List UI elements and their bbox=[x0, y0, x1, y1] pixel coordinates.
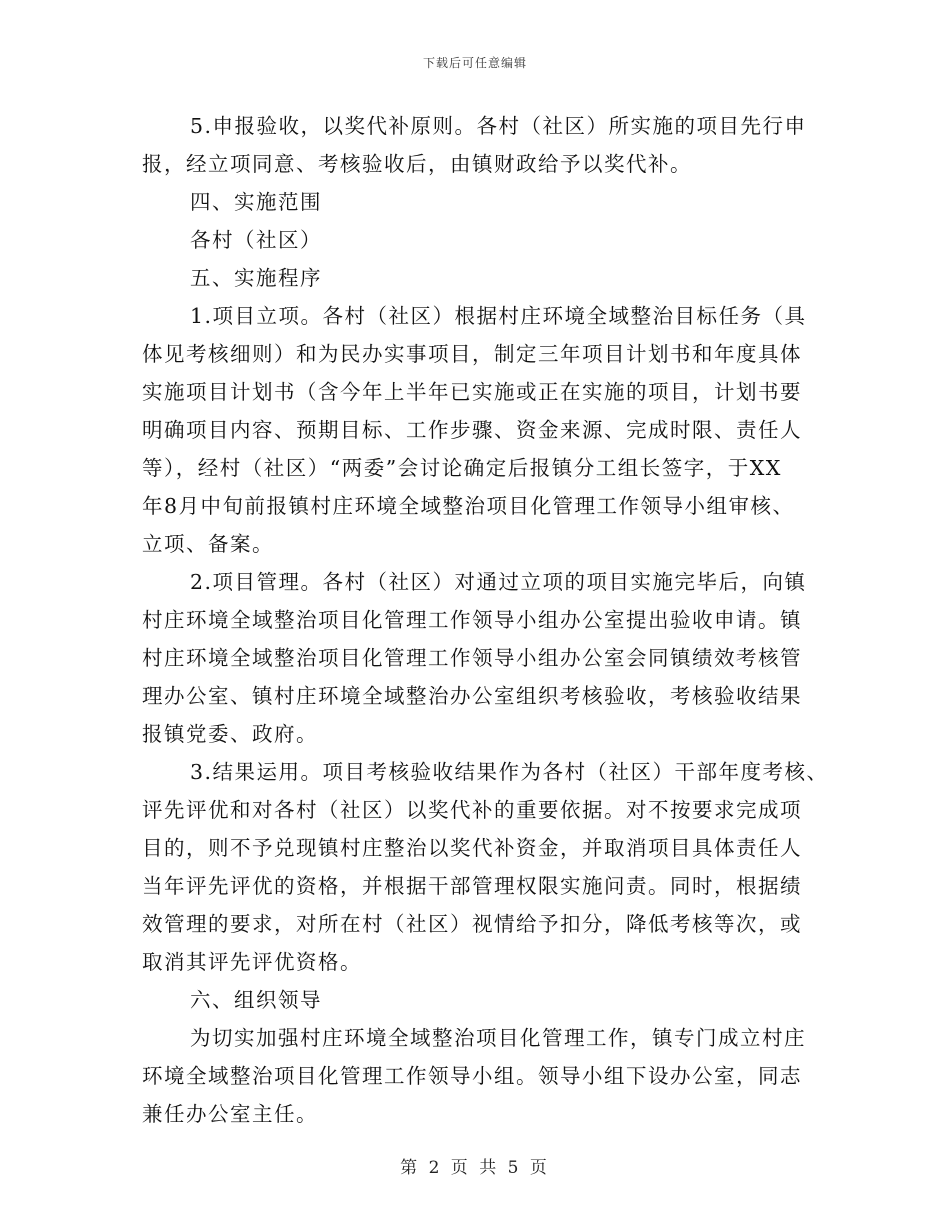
text-line: 2.项目管理。各村（社区）对通过立项的项目实施完毕后，向镇 bbox=[190, 570, 807, 594]
text-line: 村庄环境全域整治项目化管理工作领导小组办公室提出验收申请。镇 bbox=[142, 608, 802, 632]
text-line: 明确项目内容、预期目标、工作步骤、资金来源、完成时限、责任人 bbox=[142, 418, 802, 442]
text-line: 报，经立项同意、考核验收后，由镇财政给予以奖代补。 bbox=[142, 152, 692, 176]
text-line: 目的，则不予兑现镇村庄整治以奖代补资金，并取消项目具体责任人 bbox=[142, 836, 802, 860]
text-line: 各村（社区） bbox=[190, 228, 322, 252]
text-line: 兼任办公室主任。 bbox=[142, 1102, 318, 1126]
text-line: 当年评先评优的资格，并根据干部管理权限实施问责。同时，根据绩 bbox=[142, 874, 802, 898]
text-line: 环境全域整治项目化管理工作领导小组。领导小组下设办公室，同志 bbox=[142, 1064, 802, 1088]
text-line: 村庄环境全域整治项目化管理工作领导小组办公室会同镇绩效考核管 bbox=[142, 646, 802, 670]
text-line: 3.结果运用。项目考核验收结果作为各村（社区）干部年度考核、 bbox=[190, 760, 829, 784]
section-heading: 六、组织领导 bbox=[190, 988, 322, 1012]
section-heading: 五、实施程序 bbox=[190, 266, 322, 290]
text-line: 取消其评先评优资格。 bbox=[142, 950, 362, 974]
section-heading: 四、实施范围 bbox=[190, 190, 322, 214]
text-line: 体见考核细则）和为民办实事项目，制定三年项目计划书和年度具体 bbox=[142, 342, 802, 366]
text-line: 理办公室、镇村庄环境全域整治办公室组织考核验收，考核验收结果 bbox=[142, 684, 802, 708]
text-line: 报镇党委、政府。 bbox=[142, 722, 318, 746]
text-line: 为切实加强村庄环境全域整治项目化管理工作，镇专门成立村庄 bbox=[190, 1026, 806, 1050]
page-header: 下载后可任意编辑 bbox=[422, 56, 527, 70]
text-line: 年8月中旬前报镇村庄环境全域整治项目化管理工作领导小组审核、 bbox=[142, 494, 795, 518]
text-line: 5.申报验收，以奖代补原则。各村（社区）所实施的项目先行申 bbox=[190, 114, 807, 138]
text-line: 效管理的要求，对所在村（社区）视情给予扣分，降低考核等次，或 bbox=[142, 912, 802, 936]
text-line: 等），经村（社区）“两委”会讨论确定后报镇分工组长签字，于XX bbox=[142, 456, 782, 480]
text-line: 评先评优和对各村（社区）以奖代补的重要依据。对不按要求完成项 bbox=[142, 798, 802, 822]
text-line: 立项、备案。 bbox=[142, 532, 274, 556]
page-footer: 第 2 页 共 5 页 bbox=[400, 1158, 550, 1178]
text-line: 实施项目计划书（含今年上半年已实施或正在实施的项目，计划书要 bbox=[142, 380, 802, 404]
text-line: 1.项目立项。各村（社区）根据村庄环境全域整治目标任务（具 bbox=[190, 304, 807, 328]
